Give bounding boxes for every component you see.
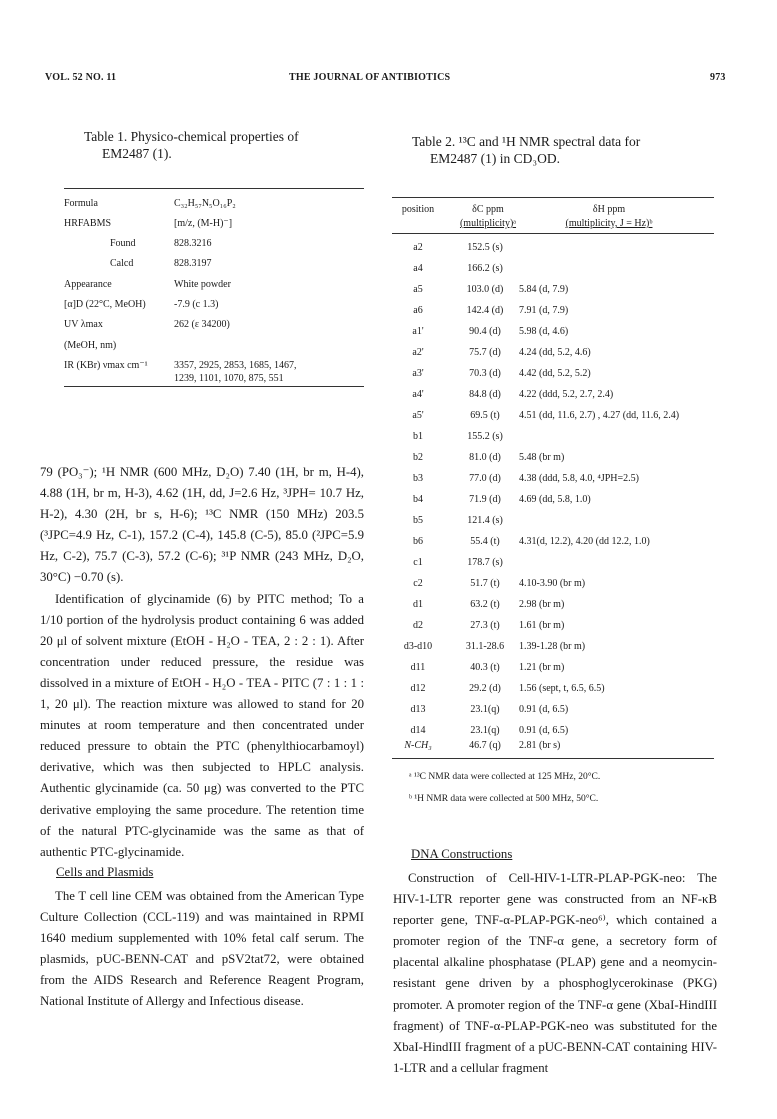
table2-cell-dc: 178.7 (s): [467, 557, 503, 568]
table2-cell-dh: 4.42 (dd, 5.2, 5.2): [519, 368, 591, 379]
table2-cell-dc: 84.8 (d): [469, 389, 501, 400]
header-page-number: 973: [710, 72, 726, 83]
table2-cell-dc: 155.2 (s): [467, 431, 503, 442]
table2-cell-dc: 75.7 (d): [469, 347, 501, 358]
table2-cell-dc: 69.5 (t): [470, 410, 500, 421]
table2-row: [392, 347, 714, 367]
table1-caption-line2: EM2487 (1).: [102, 146, 172, 161]
table2-cell-position: b2: [413, 452, 423, 463]
table2-cell-position: d1: [413, 599, 423, 610]
header-volume: VOL. 52 NO. 11: [45, 72, 117, 83]
table2-cell-position: d11: [410, 662, 426, 673]
table1-label: [α]D (22°C, MeOH): [64, 299, 146, 310]
table1-label: Formula: [64, 198, 98, 209]
table2-row: [392, 473, 714, 493]
table1-value: 1239, 1101, 1070, 875, 551: [174, 373, 284, 384]
table2-cell-dc: 31.1-28.6: [465, 641, 505, 652]
section-title-dna-constructions: DNA Constructions: [411, 847, 513, 861]
table2-cell-dc: 46.7 (q): [469, 740, 501, 751]
table2-cell-dc: 81.0 (d): [469, 452, 501, 463]
table1-value: 828.3197: [174, 258, 212, 269]
table2-top-rule: [392, 197, 714, 198]
table2-cell-dh: 0.91 (d, 6.5): [519, 725, 569, 736]
table2-row: [392, 494, 714, 514]
table2-cell-position: b4: [413, 494, 423, 505]
table2-row: [392, 326, 714, 346]
table2-row: [392, 431, 714, 451]
table2-cell-position: d2: [413, 620, 423, 631]
table1-label: Calcd: [110, 258, 134, 269]
right-column-text: [393, 868, 717, 1079]
table2-cell-dh: 1.61 (br m): [519, 620, 565, 631]
left-column-text: [40, 462, 364, 863]
table1-top-rule: [64, 188, 364, 189]
paragraph: 79 (PO₃⁻); ¹H NMR (600 MHz, D₂O) 7.40 (1H, br m, H-4), 4.88 (1H, br m, H-3), 4.62 (1H, dd, J=2.6 Hz, ³JPH= 10.7 Hz, H-2), 4.30 (2H, br s, H-6); ¹³C NMR (150 MHz) 203.5 (³JPC=4.9 Hz, C-1), 157.2 (C-4), 145.8 (C-5), 85.0 (²JPC=5.9 Hz, C-2), 75.7 (C-3), 57.2 (C-6); ³¹P NMR (243 MHz, D₂O, 30°C) −0.70 (s).: [40, 465, 364, 585]
table2-header-rule: [392, 233, 714, 234]
table2-cell-dc: 152.5 (s): [467, 242, 503, 253]
paragraph: Identification of glycinamide (6) by PITC method; To a 1/10 portion of the hydrolysis product containing 6 was added 20 μl of solvent mixture (EtOH - H₂O - TEA, 2 : 2 : 1). After concentration under reduced pressure, the residue was dissolved in a mixture of EtOH - H₂O - TEA - PITC (7 : 1 : 1 : 1, 20 μl). The reaction mixture was allowed to stand for 20 minutes at room temperature and then concentrated under reduced pressure to obtain the PTC (phenylthiocarbamoyl) derivative, which was then subjected to HPLC analysis. Authentic glycinamide (ca. 50 μg) was converted to the PTC derivative employing the same procedure. The retention time of the natural PTC-glycinamide was the same as that of authentic PTC-glycinamide.: [40, 591, 364, 859]
table1: [64, 188, 364, 388]
table2-cell-dh: 2.98 (br m): [519, 599, 565, 610]
table2-cell-dh: 4.22 (ddd, 5.2, 2.7, 2.4): [519, 389, 614, 400]
table2-cell-dh: 1.56 (sept, t, 6.5, 6.5): [519, 683, 605, 694]
table2-cell-dc: 121.4 (s): [467, 515, 503, 526]
table1-value: 828.3216: [174, 238, 212, 249]
table2-cell-position: d14: [410, 725, 426, 736]
table1-bottom-rule: [64, 386, 364, 387]
table2-footnote-b: ᵇ ¹H NMR data were collected at 500 MHz, 50°C.: [409, 794, 599, 804]
table2-footnote-a: ᵃ ¹³C NMR data were collected at 125 MHz, 20°C.: [409, 772, 601, 782]
table2-cell-position: a3': [412, 368, 424, 379]
table1-value: -7.9 (c 1.3): [174, 299, 219, 310]
section-title-cells-plasmids: Cells and Plasmids: [56, 865, 154, 879]
table2-cell-dh: 1.21 (br m): [519, 662, 565, 673]
table1-value: 262 (ε 34200): [174, 319, 230, 330]
table2-cell-dh: 2.81 (br s): [519, 740, 561, 751]
table1-value: White powder: [174, 279, 231, 290]
table2-header-dc-multiplicity: (multiplicity)ᵃ: [459, 218, 517, 229]
table2-cell-dh: 4.69 (dd, 5.8, 1.0): [519, 494, 591, 505]
table2-cell-dc: 166.2 (s): [467, 263, 503, 274]
table1-label: HRFABMS: [64, 218, 112, 229]
table1-label: Found: [110, 238, 136, 249]
table2-header-dh: δH ppm: [592, 204, 626, 215]
table2-cell-position: c1: [413, 557, 423, 568]
table2-row: [392, 263, 714, 283]
table2-row: [392, 557, 714, 577]
table2-cell-dc: 63.2 (t): [470, 599, 500, 610]
table1-caption: [84, 128, 374, 162]
table2-cell-dc: 70.3 (d): [469, 368, 501, 379]
table1-label: IR (KBr) νmax cm⁻¹: [64, 360, 148, 371]
table2-cell-position: a4': [412, 389, 424, 400]
table2-cell-dc: 71.9 (d): [469, 494, 501, 505]
table2-cell-dh: 4.38 (ddd, 5.8, 4.0, ⁴JPH=2.5): [519, 473, 639, 484]
table2-cell-position: a1': [412, 326, 424, 337]
table2-cell-position: a5': [412, 410, 424, 421]
table2-cell-position: a5: [413, 284, 423, 295]
table2-row: [392, 242, 714, 262]
table2-cell-dc: 29.2 (d): [469, 683, 501, 694]
table1-value: [m/z, (M-H)⁻]: [174, 218, 233, 229]
table1-caption-line1: Table 1. Physico-chemical properties of: [84, 129, 299, 144]
table1-value: C₃₂H₅₇N₅O₁₆P₂: [174, 198, 236, 209]
table2-cell-position: d3-d10: [403, 641, 433, 652]
table2-cell-position: N-CH₃: [404, 740, 432, 751]
table2-caption: [412, 133, 732, 167]
table2-cell-dc: 103.0 (d): [466, 284, 504, 295]
table2-row: [392, 740, 714, 760]
paragraph: The T cell line CEM was obtained from the American Type Culture Collection (CCL-119) and was maintained in RPMI 1640 medium supplemented with 10% fetal calf serum. The plasmids, pUC-BENN-CAT and pSV2tat72, were obtained from the AIDS Research and Reference Reagent Program, National Institute of Allergy and Infectious disease.: [40, 889, 364, 1009]
table2-row: [392, 305, 714, 325]
table2-cell-dc: 27.3 (t): [470, 620, 500, 631]
table2-cell-dh: 7.91 (d, 7.9): [519, 305, 569, 316]
table2-row: [392, 452, 714, 472]
table2-cell-dc: 90.4 (d): [469, 326, 501, 337]
table2-cell-position: d13: [410, 704, 426, 715]
table2-cell-dh: 0.91 (d, 6.5): [519, 704, 569, 715]
table2-cell-position: b1: [413, 431, 423, 442]
table2-cell-dc: 142.4 (d): [466, 305, 504, 316]
table2-cell-dh: 5.48 (br m): [519, 452, 565, 463]
table2-row: [392, 515, 714, 535]
table2-cell-dh: 5.98 (d, 4.6): [519, 326, 569, 337]
table2-row: [392, 704, 714, 724]
table2-cell-position: d12: [410, 683, 426, 694]
table2-cell-dh: 4.51 (dd, 11.6, 2.7) , 4.27 (dd, 11.6, 2.4): [519, 410, 680, 421]
table1-label: Appearance: [64, 279, 112, 290]
table2-cell-dh: 4.31(d, 12.2), 4.20 (dd 12.2, 1.0): [519, 536, 650, 547]
table2-cell-dc: 77.0 (d): [469, 473, 501, 484]
table2-cell-dh: 1.39-1.28 (br m): [519, 641, 586, 652]
paragraph: Construction of Cell-HIV-1-LTR-PLAP-PGK-neo: The HIV-1-LTR reporter gene was constructed from an NF-κB reporter gene, TNF-α-PLAP-PGK-neo⁶⁾, which contained a promoter region of the TNF-α gene, a secretory form of placental alkaline phosphatase (PLAP) gene and a neomycin-resistant gene driven by a phosphoglycerokinase (PKG) promoter. A promoter region of the TNF-α gene (XbaI-HindIII fragment) of TNF-α-PLAP-PGK-neo was substituted for the XbaI-HindIII fragment of a pUC-BENN-CAT containing HIV-1-LTR and a cellular fragment: [393, 871, 717, 1075]
table2-cell-dh: 5.84 (d, 7.9): [519, 284, 569, 295]
table2-row: [392, 389, 714, 409]
table1-label: UV λmax: [64, 319, 103, 330]
table2-cell-position: c2: [413, 578, 423, 589]
table2-caption-line2: EM2487 (1) in CD₃OD.: [430, 151, 560, 166]
table2-row: [392, 662, 714, 682]
table2-cell-dc: 23.1(q): [470, 725, 500, 736]
table2-row: [392, 410, 714, 430]
table2-cell-dc: 23.1(q): [470, 704, 500, 715]
table2: [392, 197, 714, 737]
table2-cell-position: a4: [413, 263, 423, 274]
table2-header-dc: δC ppm: [472, 204, 504, 215]
table2-cell-position: b3: [413, 473, 423, 484]
left-column-text-2: [40, 886, 364, 1013]
table2-cell-dh: 4.24 (dd, 5.2, 4.6): [519, 347, 591, 358]
table2-cell-dc: 55.4 (t): [470, 536, 500, 547]
table1-label: (MeOH, nm): [64, 340, 117, 351]
table2-cell-position: a6: [413, 305, 423, 316]
table1-value: 3357, 2925, 2853, 1685, 1467,: [174, 360, 297, 371]
table2-cell-dh: 4.10-3.90 (br m): [519, 578, 586, 589]
table2-cell-dc: 40.3 (t): [470, 662, 500, 673]
header-journal: THE JOURNAL OF ANTIBIOTICS: [289, 72, 451, 83]
table2-cell-position: b6: [413, 536, 423, 547]
table2-header-position: position: [401, 204, 435, 215]
table2-caption-line1: Table 2. ¹³C and ¹H NMR spectral data for: [412, 134, 641, 149]
table2-cell-position: a2': [412, 347, 424, 358]
table2-row: [392, 599, 714, 619]
table2-header-dh-multiplicity: (multiplicity, J = Hz)ᵇ: [565, 218, 653, 229]
table2-row: [392, 683, 714, 703]
table2-row: [392, 536, 714, 556]
table2-row: [392, 284, 714, 304]
table2-cell-position: a2: [413, 242, 423, 253]
table2-bottom-rule: [392, 758, 714, 759]
table2-row: [392, 641, 714, 661]
table2-row: [392, 578, 714, 598]
table2-row: [392, 620, 714, 640]
table2-cell-position: b5: [413, 515, 423, 526]
table2-cell-dc: 51.7 (t): [470, 578, 500, 589]
table2-row: [392, 368, 714, 388]
table2-last-row: [392, 740, 714, 760]
